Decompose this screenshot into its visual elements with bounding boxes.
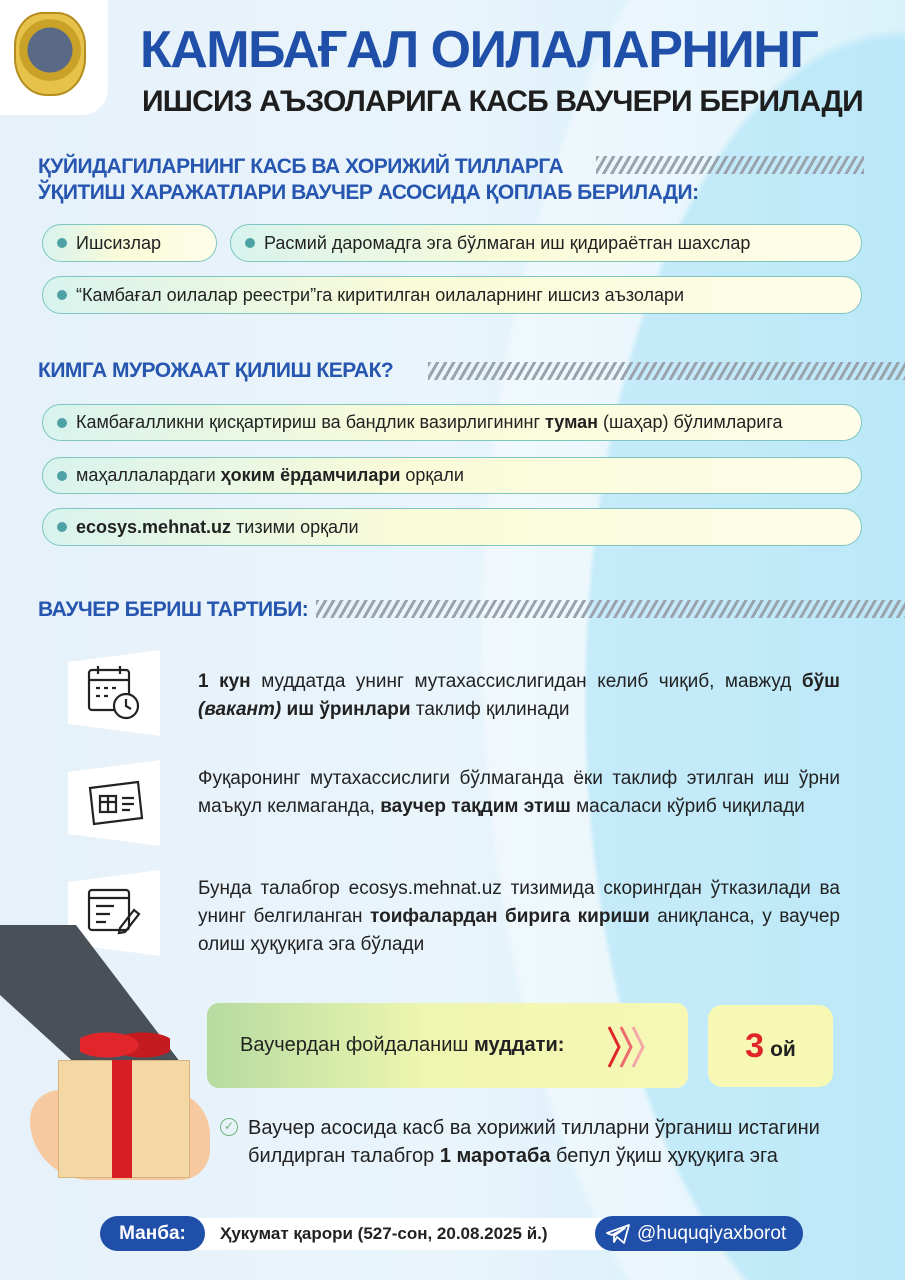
chevrons-icon xyxy=(607,1025,647,1069)
bullet-dot xyxy=(57,418,67,428)
telegram-icon xyxy=(605,1223,631,1245)
duration-label-bold: муддати: xyxy=(474,1034,565,1056)
item-text: Камбағалликни қисқартириш ва бандлик вазирлигининг xyxy=(76,412,546,432)
telegram-link[interactable] xyxy=(595,1216,803,1251)
title-line2: ИШСИЗ АЪЗОЛАРИГА КАСБ ВАУЧЕРИ БЕРИЛАДИ xyxy=(142,85,863,118)
duration-unit: ой xyxy=(770,1038,796,1061)
source-label: Манба: xyxy=(100,1216,205,1251)
note-text: Ваучер асосида касб ва хорижий тилларни ўрганиш истагини билдирган талабгор 1 маротаба бепул ўқиш ҳуқуқига эга xyxy=(248,1117,826,1167)
gift-bow-illustration xyxy=(80,1020,170,1070)
calendar-clock-icon xyxy=(68,650,160,736)
section1-heading-line1: ҚУЙИДАГИЛАРНИНГ КАСБ ВА ХОРИЖИЙ ТИЛЛАРГА xyxy=(38,155,564,178)
item-text: “Камбағал оилалар реестри”га киритилган оилаларнинг ишсиз аъзолари xyxy=(76,284,685,305)
voucher-gift-icon xyxy=(68,760,160,846)
hatch-divider xyxy=(428,362,905,380)
bullet-dot xyxy=(57,471,67,481)
hatch-divider xyxy=(596,156,864,174)
bullet-dot xyxy=(245,238,255,248)
step-1-text: 1 кун муддатда унинг мутахассислигидан келиб чиқиб, мавжуд бўш (вакант) иш ўринлари таклиф қилинади xyxy=(198,671,846,720)
title-line1: КАМБАҒАЛ ОИЛАЛАРНИНГ xyxy=(140,21,818,79)
gift-ribbon xyxy=(112,1060,132,1178)
section1-heading-line2: ЎҚИТИШ ХАРАЖАТЛАРИ ВАУЧЕР АСОСИДА ҚОПЛАБ БЕРИЛАДИ: xyxy=(38,181,699,204)
item-bold: ecosys.mehnat.uz xyxy=(76,516,232,537)
hatch-divider xyxy=(316,600,905,618)
emblem-logo xyxy=(14,12,86,96)
bullet-dot xyxy=(57,238,67,248)
duration-box xyxy=(207,1003,688,1088)
item-text: (шаҳар) бўлимларига xyxy=(598,412,783,432)
duration-value: 3 xyxy=(745,1026,765,1065)
item-text: Ишсизлар xyxy=(76,232,162,253)
bullet-dot xyxy=(57,522,67,532)
telegram-handle[interactable]: @huquqiyaxborot xyxy=(637,1222,787,1244)
logo-container xyxy=(0,0,108,115)
section3-heading: ВАУЧЕР БЕРИШ ТАРТИБИ: xyxy=(38,598,309,621)
item-bold: туман xyxy=(545,412,599,432)
item-text: орқали xyxy=(400,465,464,485)
check-icon: ✓ xyxy=(220,1118,238,1136)
duration-value-box xyxy=(708,1005,833,1087)
step-2-text: Фуқаронинг мутахассислиги бўлмаганда ёки таклиф этилган иш ўрни маъқул келмаганда, ваучер тақдим этиш масаласи кўриб чиқилади xyxy=(198,768,846,817)
list-item xyxy=(42,276,862,314)
list-item xyxy=(230,224,862,262)
item-text: тизими орқали xyxy=(231,516,359,537)
bullet-dot xyxy=(57,290,67,300)
duration-label: Ваучердан фойдаланиш xyxy=(240,1034,474,1056)
item-text: Расмий даромадга эга бўлмаган иш қидираётган шахслар xyxy=(264,232,751,253)
source-text: Ҳукумат қарори (527-сон, 20.08.2025 й.) xyxy=(190,1218,610,1250)
list-item xyxy=(42,224,217,262)
list-item xyxy=(42,508,862,546)
item-text: маҳаллалардаги xyxy=(76,465,221,485)
list-item xyxy=(42,404,862,441)
item-bold: ҳоким ёрдамчилари xyxy=(220,465,401,485)
section2-heading: КИМГА МУРОЖААТ ҚИЛИШ КЕРАК? xyxy=(38,359,394,382)
step-3-text: Бунда талабгор ecosys.mehnat.uz тизимида скорингдан ўтказилади ва унинг белгиланган тоифалардан бирига кириши аниқланса, у ваучер олиш ҳуқуқига эга бўлади xyxy=(198,878,846,955)
list-item xyxy=(42,457,862,494)
